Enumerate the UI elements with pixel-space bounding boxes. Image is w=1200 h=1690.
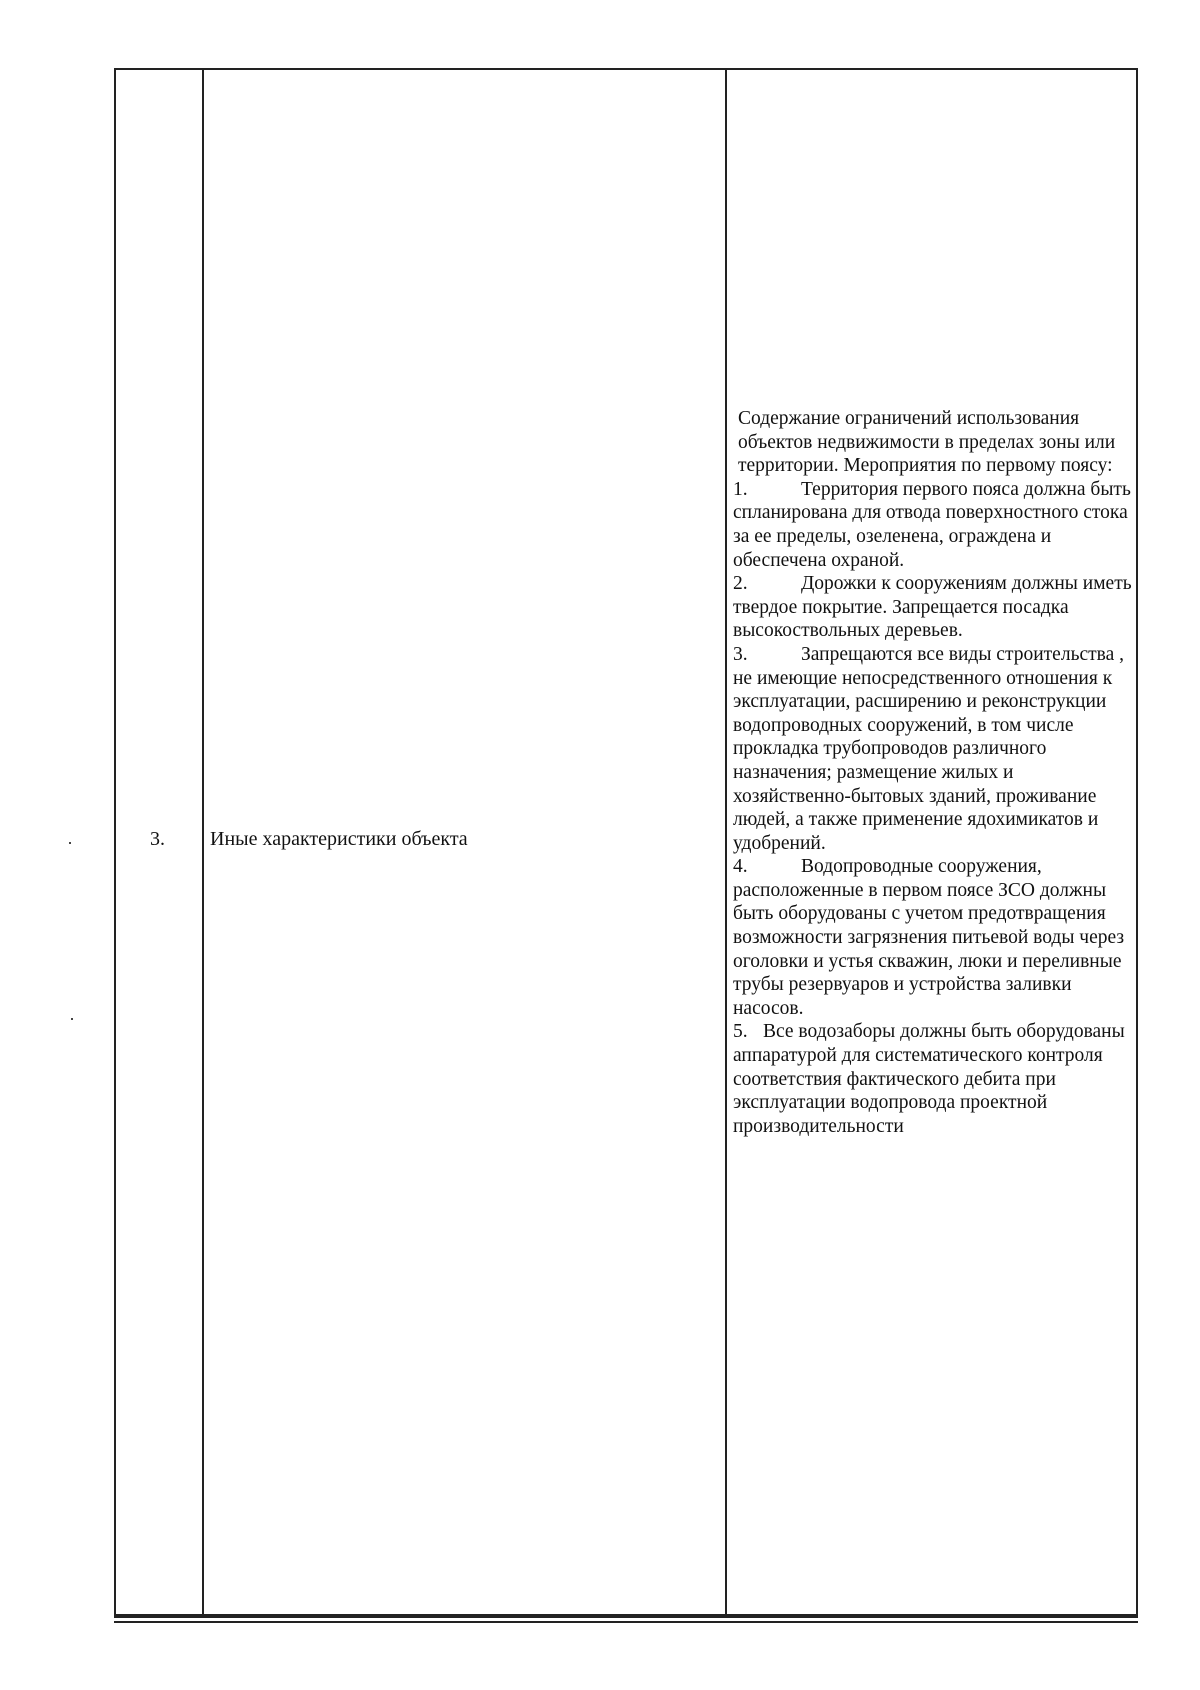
row-label-cell: Иные характеристики объекта <box>210 828 468 850</box>
item-number: 5. <box>733 1021 748 1043</box>
content-item <box>733 643 1133 855</box>
item-text: Все водозаборы должны быть оборудованы аппаратурой для систематического контроля соответствия фактического дебита при эксплуатации водопровода проектной производительности <box>733 1021 1125 1137</box>
content-item <box>733 572 1133 643</box>
content-item <box>733 855 1133 1020</box>
margin-speck <box>71 1018 73 1020</box>
item-text: Территория первого пояса должна быть спланирована для отвода поверхностного стока за ее пределы, озеленена, ограждена и обеспечена охраной. <box>733 478 1131 571</box>
item-text: Запрещаются все виды строительства , не имеющие непосредственного отношения к эксплуатации, расширению и реконструкции водопроводных сооружений, в том числе прокладка трубопроводов различного назначения; размещение жилых и хозяйственно-бытовых зданий, проживание людей, а также применение ядохимикатов и удобрений. <box>733 643 1124 854</box>
row-content-cell <box>733 407 1133 1138</box>
column-divider <box>725 70 727 1616</box>
item-number: 3. <box>733 643 748 665</box>
item-number: 2. <box>733 573 748 595</box>
row-number-cell: 3. <box>150 828 165 850</box>
content-intro: Содержание ограничений использования объектов недвижимости в пределах зоны или территории. Мероприятия по первому поясу: <box>738 408 1116 477</box>
item-text: Водопроводные сооружения, расположенные в первом поясе ЗСО должны быть оборудованы с учетом предотвращения возможности загрязнения питьевой воды через оголовки и устья скважин, люки и переливные трубы резервуаров и устройства заливки насосов. <box>733 856 1125 1019</box>
table-bottom-border <box>114 1621 1138 1623</box>
margin-speck <box>69 842 71 844</box>
content-item <box>733 1020 1133 1138</box>
item-number: 4. <box>733 856 748 878</box>
column-divider <box>202 70 204 1616</box>
item-number: 1. <box>733 478 748 500</box>
content-item <box>733 478 1133 572</box>
table-bottom-border <box>114 1614 1138 1616</box>
item-text: Дорожки к сооружениям должны иметь твердое покрытие. Запрещается посадка высокоствольных деревьев. <box>733 573 1132 642</box>
